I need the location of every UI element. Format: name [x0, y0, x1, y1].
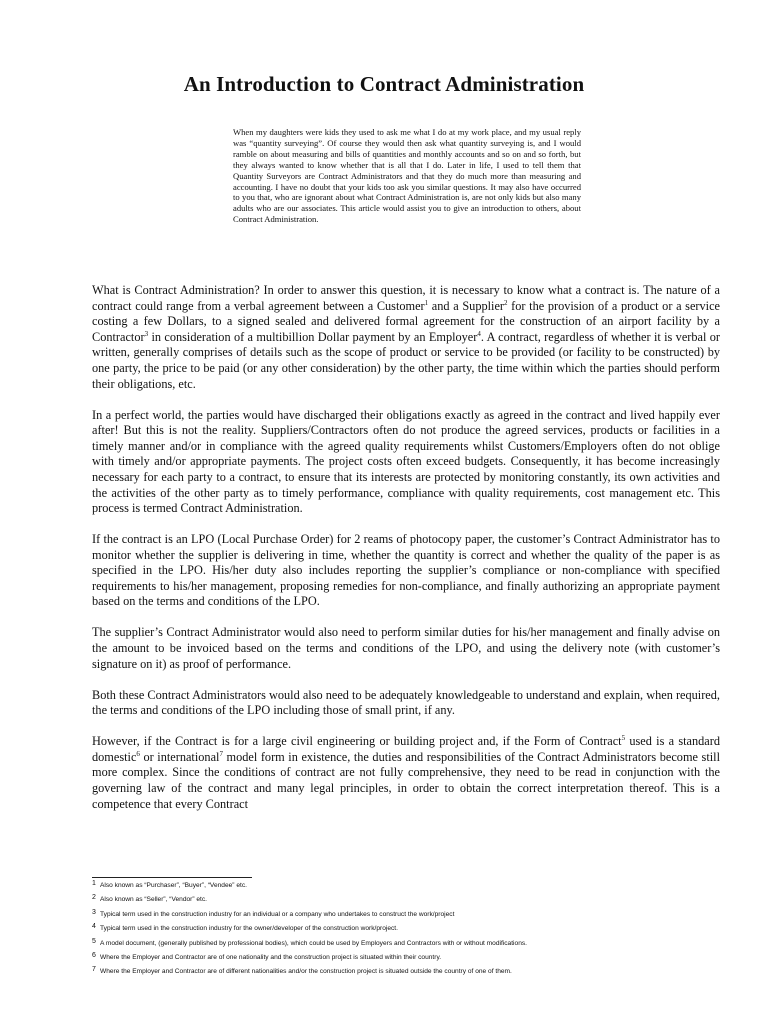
paragraph-6-text-c: or international	[139, 749, 220, 764]
paragraph-1-text-d: in consideration of a multibillion Dollar payment by an Employer	[148, 329, 478, 344]
paragraph-4: The supplier’s Contract Administrator would also need to perform similar duties for his/her management and finally advise on the amount to be invoiced based on the terms and conditions of the LPO, and using the delivery note (with customer’s signature on it) as proof of performance.	[92, 625, 720, 671]
footnote-separator	[92, 877, 252, 878]
paragraph-1	[92, 283, 720, 392]
footnote-ref-1: 1	[424, 298, 429, 307]
footnote-ref-5: 5	[621, 734, 626, 743]
paragraph-5: Both these Contract Administrators would also need to be adequately knowledgeable to understand and explain, when required, the terms and conditions of the LPO including those of small print, if any.	[92, 687, 720, 718]
paragraph-1-text-c: for the provision of a product or a service costing a few Dollars, to a signed sealed and delivered formal agreement for the construction of an airport facility by a Contractor	[92, 298, 721, 344]
footnote-number: 4	[92, 923, 96, 931]
article-body	[92, 283, 720, 812]
footnote-ref-2: 2	[504, 298, 508, 307]
paragraph-1-text-e: . A contract, regardless of whether it is verbal or written, generally comprises of details such as the scope of product or service to be provided (or facility to be constructed) by one party, the price to be paid (or any other consideration) by the other party, the time within which the parties should perform their obligations, etc.	[92, 329, 720, 391]
footnote-number: 6	[92, 951, 96, 959]
footnote-text: Typical term used in the construction industry for the owner/developer of the construction work/project.	[100, 925, 398, 933]
footnote-number: 1	[92, 880, 96, 887]
footnote-text: Also known as “Purchaser”, “Buyer”, “Vendee” etc.	[100, 882, 247, 889]
footnote-text: Where the Employer and Contractor are of different nationalities and/or the construction project is situated outside the country of one of them.	[100, 968, 512, 976]
footnote	[92, 951, 692, 968]
paragraph-6-text-d: model form in existence, the duties and responsibilities of the Contract Administrators become still more complex. Since the conditions of contract are not fully comprehensive, they need to be read in conjunction with the governing law of the contract and many legal principles, in order to obtain the correct interpretation thereof. This is a competence that every Contract	[92, 749, 720, 811]
footnote	[92, 925, 692, 939]
footnote-ref-6: 6	[136, 749, 140, 758]
footnote-number: 2	[92, 894, 96, 902]
footnote-number: 3	[92, 908, 96, 916]
footnote-text: Where the Employer and Contractor are of one nationality and the construction project is situated within their country.	[100, 953, 442, 961]
footnote	[92, 882, 692, 896]
footnote-text: Also known as “Seller”, “Vendor” etc.	[100, 896, 208, 904]
footnote	[92, 937, 692, 954]
footnote-number: 7	[92, 966, 96, 974]
abstract: When my daughters were kids they used to ask me what I do at my work place, and my usual reply was “quantity surveying”. Of course they would then ask what quantity surveying is, and I would ramble on about measuring and bills of quantities and monthly accounts and so on and so forth, but they always wanted to know whether that is all that I do. Later in life, I used to tell them that Quantity Surveyors are Contract Administrators and that they do much more than measuring and accounting. I have no doubt that your kids too ask you similar questions. It may also have occurred to you that, who are ignorant about what Contract Administration is, are not only kids but also many adults who are our associates. This article would assist you to give an introduction to others, about Contract Administration.	[233, 127, 581, 225]
footnote-text: Typical term used in the construction industry for an individual or a company who undertakes to construct the work/project	[100, 910, 455, 918]
footnote	[92, 908, 692, 925]
paragraph-6-text-a: However, if the Contract is for a large civil engineering or building project and, if the Form of Contract	[92, 734, 622, 749]
paragraph-2: In a perfect world, the parties would have discharged their obligations exactly as agreed in the contract and lived happily ever after! But this is not the reality. Suppliers/Contractors often do not produce the agreed services, products or facilities in a timely manner and/or in compliance with the agreed quality requirements whilst Customers/Employers often do not oblige with timely and/or appropriate payments. The project costs often exceed budgets. Consequently, it has become increasingly necessary for each party to a contract, to ensure that its interests are protected by monitoring constantly, its own activities and the activities of the other party as to timely performance, compliance with quality requirements, cost management etc. This process is termed Contract Administration.	[92, 407, 720, 516]
footnote-ref-3: 3	[144, 329, 149, 338]
paragraph-6	[92, 734, 720, 812]
footnote	[92, 896, 692, 910]
footnote	[92, 968, 692, 982]
footnote-text: A model document, (generally published by professional bodies), which could be used by Employers and Contractors with or without modifications.	[100, 939, 527, 947]
paragraph-6-text-b: used is a standard domestic	[92, 734, 721, 764]
paragraph-3: If the contract is an LPO (Local Purchase Order) for 2 reams of photocopy paper, the customer’s Contract Administrator has to monitor whether the supplier is delivering in time, whether the quantity is correct and whether the quality of the paper is as specified in the LPO. His/her duty also includes reporting the supplier’s compliance or non-compliance with specified requirements to his/her management, proposing remedies for non-compliance, and finally authorizing an appropriate payment based on the terms and conditions of the LPO.	[92, 532, 720, 609]
paragraph-1-text-a: What is Contract Administration? In order to answer this question, it is necessary to know what a contract is. The nature of a contract could range from a verbal agreement between a Customer	[92, 283, 720, 313]
footnote-ref-4: 4	[477, 329, 481, 338]
footnotes	[92, 882, 692, 983]
footnote-ref-7: 7	[219, 749, 223, 758]
paragraph-1-text-b: and a Supplier	[428, 298, 505, 313]
footnote-number: 5	[92, 937, 96, 945]
document-title: An Introduction to Contract Administration	[183, 72, 585, 96]
